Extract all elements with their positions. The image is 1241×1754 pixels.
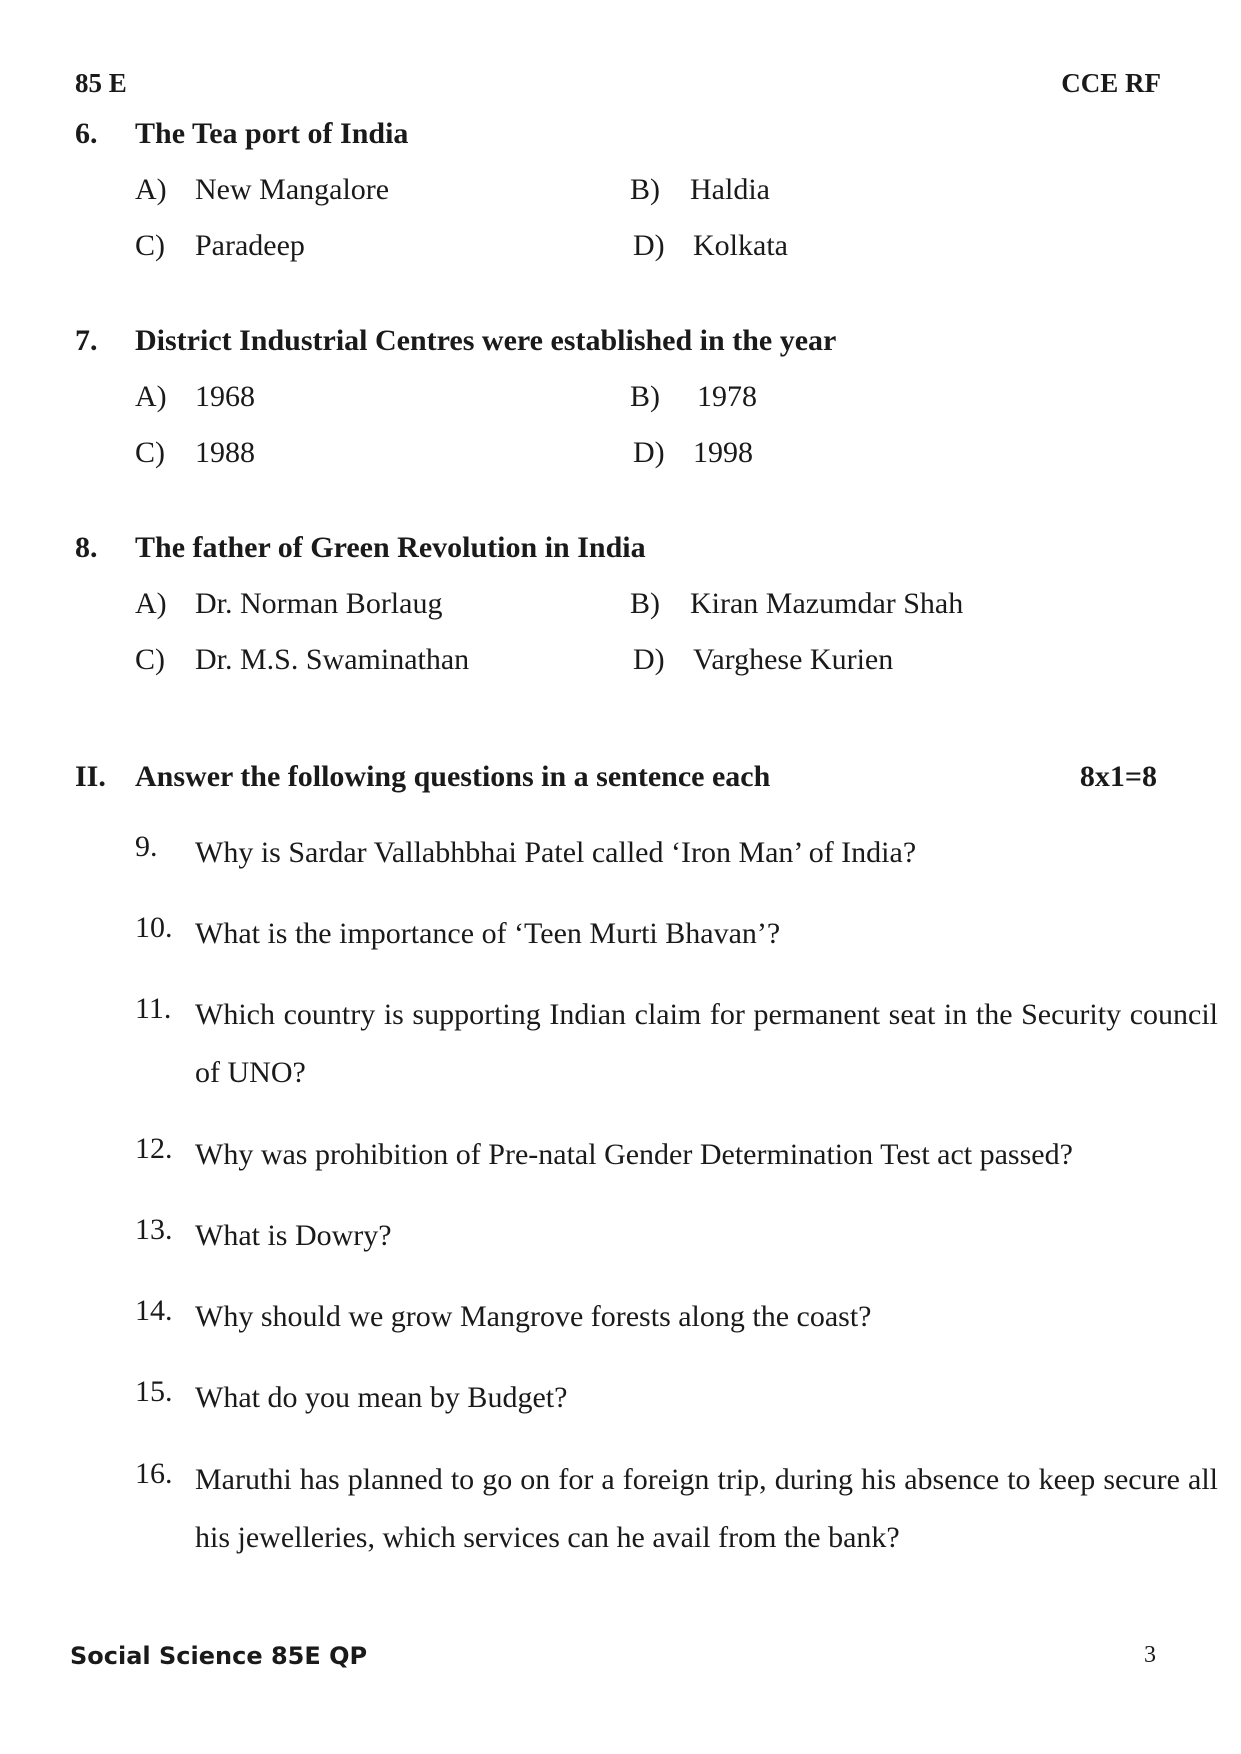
question-number: 14. xyxy=(135,1294,173,1327)
question-text: What is the importance of ‘Teen Murti Bhavan’? xyxy=(195,917,781,950)
question-text: What do you mean by Budget? xyxy=(195,1381,568,1414)
option-d-label: D) xyxy=(633,229,665,262)
question-text: Maruthi has planned to go on for a foreign trip, during his absence to keep secure all his jewelleries, which services can he avail from the bank? xyxy=(195,1463,1218,1554)
question-text: What is Dowry? xyxy=(195,1219,392,1252)
option-c-label: C) xyxy=(135,643,165,676)
option-d-text: 1998 xyxy=(693,436,753,469)
question-number: 15. xyxy=(135,1375,173,1408)
question-text: Which country is supporting Indian claim for permanent seat in the Security council of UNO? xyxy=(195,998,1218,1089)
option-d-label: D) xyxy=(633,643,665,676)
paper-series: CCE RF xyxy=(1061,68,1161,98)
paper-code: 85 E xyxy=(75,68,127,98)
option-b-label: B) xyxy=(630,587,660,620)
option-a-label: A) xyxy=(135,380,167,413)
question-number: 12. xyxy=(135,1132,173,1165)
footer-title: Social Science 85E QP xyxy=(70,1642,368,1670)
option-d-label: D) xyxy=(633,436,665,469)
option-a-text: New Mangalore xyxy=(195,173,390,206)
option-a-label: A) xyxy=(135,173,167,206)
option-a-text: Dr. Norman Borlaug xyxy=(195,587,443,620)
question-text: Why is Sardar Vallabhbhai Patel called ‘Iron Man’ of India? xyxy=(195,836,917,869)
option-d-text: Varghese Kurien xyxy=(693,643,894,676)
question-text: The Tea port of India xyxy=(135,117,409,150)
section-roman-numeral: II. xyxy=(75,760,106,793)
option-c-label: C) xyxy=(135,229,165,262)
option-c-label: C) xyxy=(135,436,165,469)
option-b-label: B) xyxy=(630,380,660,413)
option-c-text: Paradeep xyxy=(195,229,305,262)
option-b-text: Kiran Mazumdar Shah xyxy=(690,587,964,620)
option-c-text: Dr. M.S. Swaminathan xyxy=(195,643,470,676)
question-number: 8. xyxy=(75,531,98,564)
question-number: 10. xyxy=(135,911,173,944)
question-text: The father of Green Revolution in India xyxy=(135,531,646,564)
option-b-text: Haldia xyxy=(690,173,770,206)
question-number: 6. xyxy=(75,117,98,150)
question-number: 13. xyxy=(135,1213,173,1246)
option-a-label: A) xyxy=(135,587,167,620)
option-b-text: 1978 xyxy=(697,380,757,413)
question-number: 7. xyxy=(75,324,98,357)
section-marks: 8x1=8 xyxy=(1079,760,1157,793)
page-number: 3 xyxy=(1144,1642,1156,1668)
option-a-text: 1968 xyxy=(195,380,255,413)
question-number: 16. xyxy=(135,1457,173,1490)
question-number: 11. xyxy=(135,992,172,1025)
question-text: District Industrial Centres were established in the year xyxy=(135,324,837,357)
question-number: 9. xyxy=(135,830,158,863)
question-text: Why should we grow Mangrove forests along the coast? xyxy=(195,1300,872,1333)
option-d-text: Kolkata xyxy=(693,229,788,262)
option-b-label: B) xyxy=(630,173,660,206)
section-title: Answer the following questions in a sentence each xyxy=(135,760,771,793)
question-text: Why was prohibition of Pre-natal Gender Determination Test act passed? xyxy=(195,1138,1073,1171)
option-c-text: 1988 xyxy=(195,436,255,469)
